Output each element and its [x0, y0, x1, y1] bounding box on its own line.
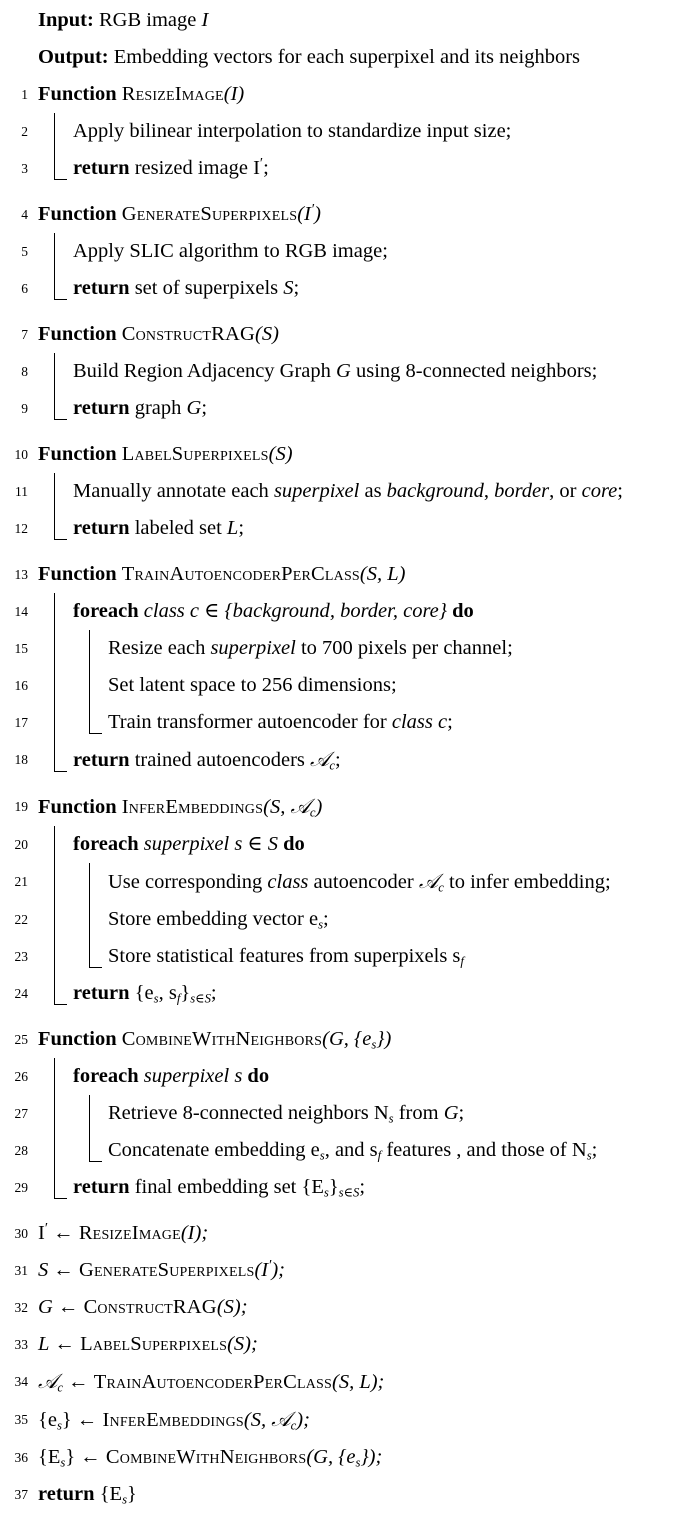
line-content — [28, 233, 698, 270]
algorithm-line — [0, 316, 698, 353]
indent-rule — [54, 704, 55, 741]
line-text: Function LabelSuperpixels(S) — [38, 443, 293, 465]
indent-foot — [89, 967, 102, 968]
line-content — [28, 390, 698, 427]
algorithm-line — [0, 1021, 698, 1058]
line-text: Function CombineWithNeighbors(G, $\{e_s\}$) — [38, 1028, 392, 1052]
line-number: 6 — [21, 281, 28, 296]
indent-rule — [89, 630, 90, 667]
line-content — [28, 1401, 698, 1439]
indent-foot — [54, 1004, 67, 1005]
line-text: return graph G; — [73, 397, 208, 419]
line-number: 21 — [14, 874, 28, 889]
line-text: foreach superpixel s ∈ S do — [73, 833, 305, 855]
indent-rule — [89, 863, 90, 901]
line-text: Manually annotate each superpixel as background, border, or core; — [73, 480, 623, 502]
algorithm-line — [0, 741, 698, 779]
line-content — [28, 1439, 698, 1476]
line-content — [28, 1132, 698, 1169]
input-text: Input: RGB image I — [38, 9, 209, 31]
algorithm-line — [0, 863, 698, 901]
line-number: 28 — [14, 1143, 28, 1158]
line-content — [28, 741, 698, 779]
algorithm-line — [0, 704, 698, 741]
line-content — [28, 1058, 698, 1095]
algorithm-line — [0, 233, 698, 270]
indent-rule — [54, 113, 55, 150]
line-content — [28, 316, 698, 353]
line-text: Function InferEmbeddings(S, 𝒜$_c$) — [38, 794, 323, 820]
line-content — [28, 630, 698, 667]
indent-rule — [54, 826, 55, 863]
line-text: 𝒜$_c$ ← TrainAutoencoderPerClass(S, L); — [38, 1369, 385, 1395]
algorithm-line — [0, 76, 698, 113]
indent-rule — [54, 741, 55, 772]
algorithm-line — [0, 1252, 698, 1289]
indent-rule — [54, 150, 55, 180]
line-content — [28, 593, 698, 630]
line-content — [28, 556, 698, 593]
indent-rule — [54, 353, 55, 390]
indent-rule — [89, 938, 90, 968]
algorithm-line — [0, 436, 698, 473]
algorithm-line — [0, 196, 698, 233]
line-content — [28, 1021, 698, 1058]
line-number: 4 — [21, 207, 28, 222]
line-text: Train transformer autoencoder for class c; — [108, 711, 453, 733]
line-number: 23 — [14, 949, 28, 964]
line-text: return trained autoencoders 𝒜$_c$; — [73, 747, 341, 773]
algorithm-line — [0, 113, 698, 150]
line-number: 27 — [14, 1106, 28, 1121]
line-text: return set of superpixels S; — [73, 277, 300, 299]
line-number: 22 — [14, 912, 28, 927]
algorithm-line — [0, 1132, 698, 1169]
indent-rule — [54, 901, 55, 938]
line-number: 33 — [14, 1337, 28, 1352]
indent-foot — [89, 733, 102, 734]
algorithm-line — [0, 150, 698, 187]
algorithm-line — [0, 1058, 698, 1095]
indent-rule — [54, 1058, 55, 1095]
line-number: 14 — [14, 604, 28, 619]
line-content — [28, 863, 698, 901]
line-number: 34 — [14, 1374, 28, 1389]
line-number: 2 — [21, 124, 28, 139]
line-text: Store statistical features from superpixels $s_f$ — [108, 945, 464, 969]
line-number: 32 — [14, 1300, 28, 1315]
line-text: S ← GenerateSuperpixels(I′); — [38, 1257, 286, 1281]
line-number: 12 — [14, 521, 28, 536]
indent-rule — [54, 938, 55, 975]
line-text: Set latent space to 256 dimensions; — [108, 674, 397, 696]
algorithm-line — [0, 270, 698, 307]
output-text: Output: Embedding vectors for each superpixel and its neighbors — [38, 46, 581, 68]
indent-rule — [54, 975, 55, 1005]
algorithm-line — [0, 938, 698, 975]
line-text: foreach superpixel s do — [73, 1065, 270, 1087]
algorithm-output — [0, 39, 698, 76]
indent-rule — [54, 510, 55, 540]
line-number: 10 — [14, 447, 28, 462]
line-number: 20 — [14, 837, 28, 852]
line-content — [28, 826, 698, 863]
line-content — [28, 901, 698, 938]
line-text: I′ ← ResizeImage(I); — [38, 1220, 209, 1244]
line-content — [28, 473, 698, 510]
algorithm-line — [0, 1401, 698, 1439]
line-number: 15 — [14, 641, 28, 656]
line-content — [28, 1095, 698, 1132]
algorithm-line — [0, 473, 698, 510]
line-text: return $\{E_s\}$ — [38, 1483, 137, 1507]
line-number: 17 — [14, 715, 28, 730]
line-content — [28, 196, 698, 233]
indent-rule — [54, 270, 55, 300]
line-content — [28, 975, 698, 1012]
line-number: 9 — [21, 401, 28, 416]
line-number: 11 — [15, 484, 28, 499]
indent-foot — [89, 1161, 102, 1162]
line-number: 16 — [14, 678, 28, 693]
indent-rule — [54, 863, 55, 901]
line-number: 25 — [14, 1032, 28, 1047]
line-number: 5 — [21, 244, 28, 259]
line-number: 35 — [14, 1412, 28, 1427]
indent-rule — [89, 1132, 90, 1162]
algorithm-line — [0, 593, 698, 630]
indent-rule — [89, 901, 90, 938]
line-content — [28, 1252, 698, 1289]
line-number: 30 — [14, 1226, 28, 1241]
algorithm-line — [0, 788, 698, 826]
line-number: 36 — [14, 1450, 28, 1465]
line-number: 3 — [21, 161, 28, 176]
line-content — [28, 76, 698, 113]
line-text: Apply SLIC algorithm to RGB image; — [73, 240, 388, 262]
line-text: Concatenate embedding $e_s$, and $s_f$ features , and those of $N_s$; — [108, 1139, 598, 1163]
line-text: return final embedding set $\{E_s\}_{s\in S}$; — [73, 1176, 366, 1200]
line-content — [28, 353, 698, 390]
algorithm-line — [0, 667, 698, 704]
indent-rule — [54, 233, 55, 270]
algorithm-line — [0, 826, 698, 863]
line-text: Function ConstructRAG(S) — [38, 323, 279, 345]
indent-rule — [54, 630, 55, 667]
line-content — [28, 1326, 698, 1363]
line-text: L ← LabelSuperpixels(S); — [38, 1333, 258, 1355]
indent-rule — [54, 390, 55, 420]
line-content — [28, 938, 698, 975]
algorithm-line — [0, 1326, 698, 1363]
indent-rule — [89, 704, 90, 734]
line-text: Use corresponding class autoencoder 𝒜$_c$ to infer embedding; — [108, 869, 611, 895]
algorithm-line — [0, 556, 698, 593]
line-number: 18 — [14, 752, 28, 767]
line-number: 1 — [21, 87, 28, 102]
line-content — [28, 1169, 698, 1206]
line-number: 13 — [14, 567, 28, 582]
line-content — [28, 270, 698, 307]
indent-rule — [89, 1095, 90, 1132]
line-text: Retrieve 8-connected neighbors $N_s$ from G; — [108, 1102, 465, 1126]
line-text: $\{e_s\}$ ← InferEmbeddings(S, 𝒜$_c$); — [38, 1407, 310, 1433]
line-number: 8 — [21, 364, 28, 379]
line-number: 7 — [21, 327, 28, 342]
algorithm-input — [0, 2, 698, 39]
line-content — [28, 150, 698, 187]
line-text: Function ResizeImage(I) — [38, 83, 245, 105]
indent-rule — [54, 593, 55, 630]
algorithm-line — [0, 975, 698, 1012]
algorithm-line — [0, 1476, 698, 1513]
indent-foot — [54, 299, 67, 300]
line-text: Resize each superpixel to 700 pixels per channel; — [108, 637, 513, 659]
indent-rule — [89, 667, 90, 704]
line-content — [28, 788, 698, 826]
line-content — [28, 1215, 698, 1252]
line-text: Apply bilinear interpolation to standardize input size; — [73, 120, 512, 142]
line-text: G ← ConstructRAG(S); — [38, 1296, 248, 1318]
line-number: 24 — [14, 986, 28, 1001]
line-text: Function GenerateSuperpixels(I′) — [38, 201, 321, 225]
line-text: return {$e_s$, $s_f\}_{s\in S}$; — [73, 982, 217, 1006]
algorithm-line — [0, 1215, 698, 1252]
indent-foot — [54, 771, 67, 772]
algorithm-line — [0, 510, 698, 547]
line-content — [28, 1363, 698, 1401]
indent-rule — [54, 667, 55, 704]
indent-rule — [54, 1132, 55, 1169]
algorithm-line — [0, 1363, 698, 1401]
algorithm-line — [0, 353, 698, 390]
line-number: 29 — [14, 1180, 28, 1195]
indent-foot — [54, 1198, 67, 1199]
indent-foot — [54, 539, 67, 540]
indent-rule — [54, 1169, 55, 1199]
algorithm-line — [0, 1095, 698, 1132]
line-text: $\{E_s\}$ ← CombineWithNeighbors(G, $\{e_s\}$); — [38, 1446, 383, 1470]
line-number: 19 — [14, 799, 28, 814]
algorithm-line — [0, 630, 698, 667]
line-content — [28, 1289, 698, 1326]
line-text: Store embedding vector $e_s$; — [108, 908, 329, 932]
line-number: 37 — [14, 1487, 28, 1502]
line-number: 26 — [14, 1069, 28, 1084]
line-content — [28, 510, 698, 547]
algorithm-line — [0, 901, 698, 938]
line-number: 31 — [14, 1263, 28, 1278]
line-content — [28, 1476, 698, 1513]
line-content — [28, 436, 698, 473]
algorithm-line — [0, 1289, 698, 1326]
algorithm-line — [0, 1169, 698, 1206]
line-text: foreach class c ∈ {background, border, core} do — [73, 600, 474, 622]
line-text: Build Region Adjacency Graph G using 8-connected neighbors; — [73, 360, 598, 382]
indent-foot — [54, 419, 67, 420]
algorithm-line — [0, 1439, 698, 1476]
line-content — [28, 704, 698, 741]
line-content — [28, 113, 698, 150]
indent-foot — [54, 179, 67, 180]
line-text: return resized image I′; — [73, 155, 269, 179]
indent-rule — [54, 473, 55, 510]
line-content — [28, 667, 698, 704]
line-text: return labeled set L; — [73, 517, 245, 539]
algorithm-line — [0, 390, 698, 427]
indent-rule — [54, 1095, 55, 1132]
line-text: Function TrainAutoencoderPerClass(S, L) — [38, 563, 406, 585]
